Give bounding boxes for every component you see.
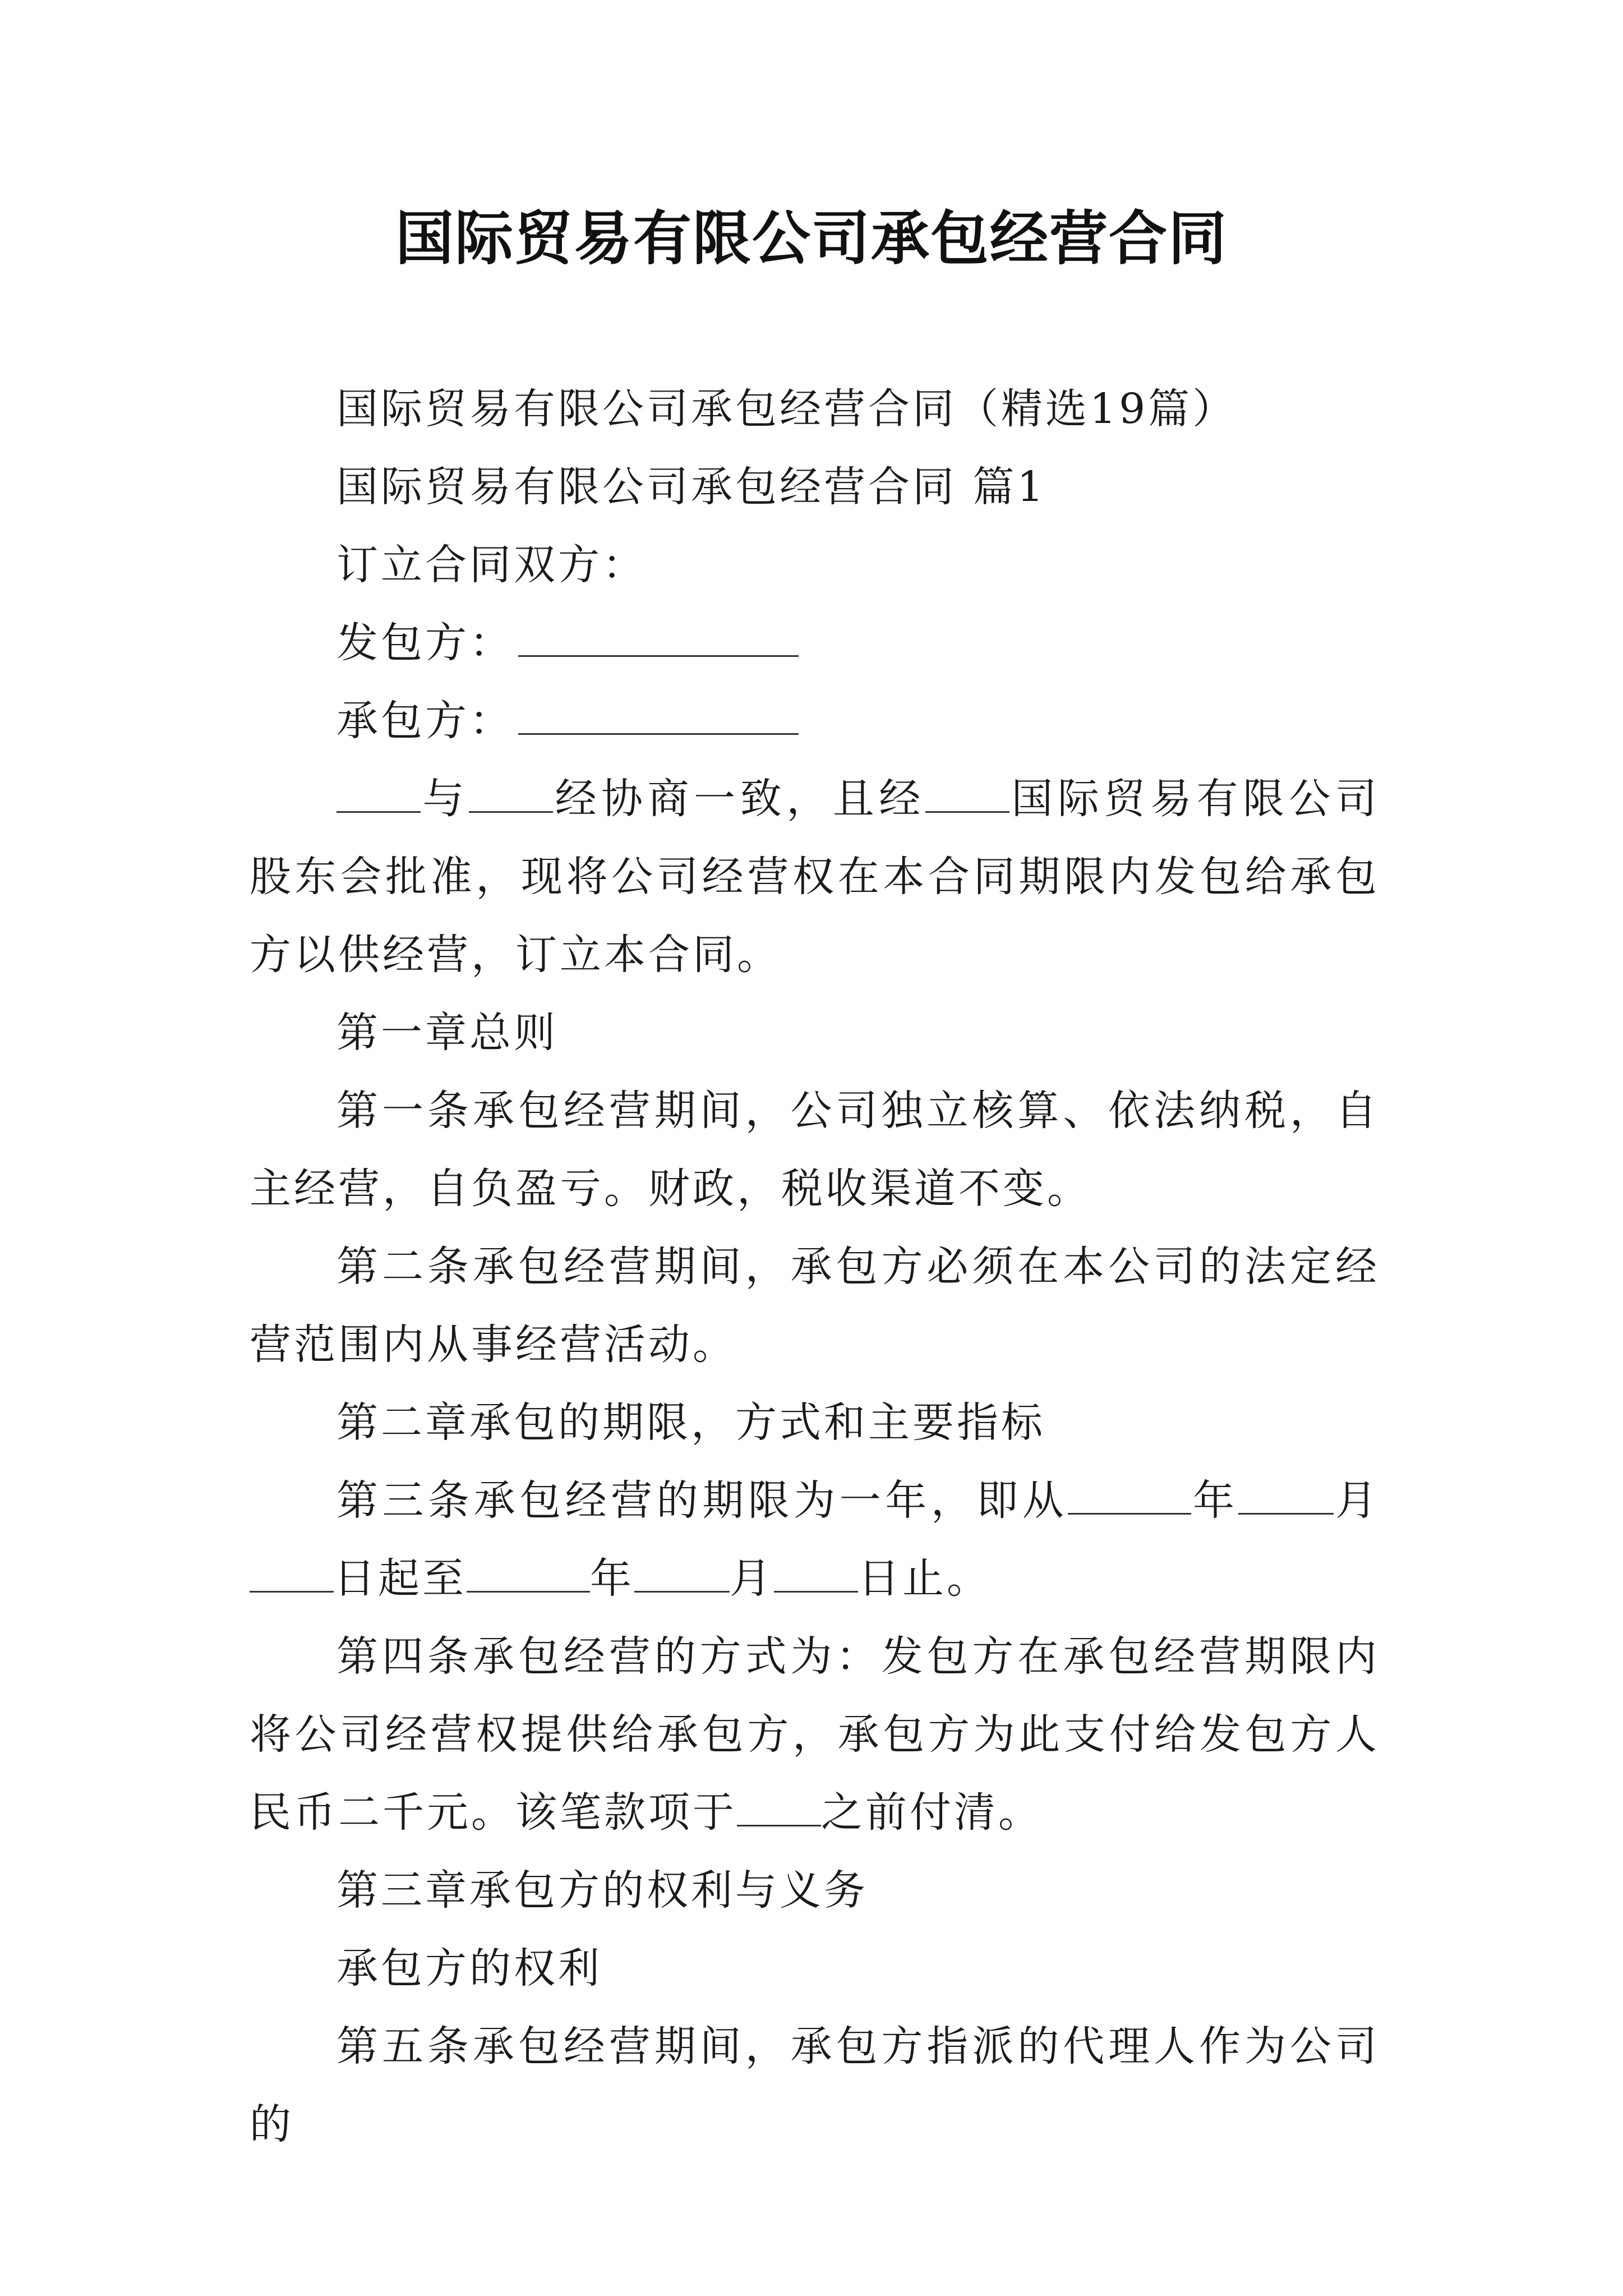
- blank: [250, 1552, 334, 1593]
- chapter-1-heading: 第一章总则: [336, 1009, 558, 1057]
- article-3-text: 第三条承包经营的期限为一年，即从: [336, 1476, 1068, 1525]
- document-title: 国际贸易有限公司承包经营合同: [395, 204, 1228, 273]
- blank: [469, 772, 553, 813]
- chapter-2-heading: 第二章承包的期限，方式和主要指标: [336, 1398, 1045, 1447]
- day-to-label: 日止。: [858, 1554, 991, 1603]
- blank: [467, 1552, 590, 1593]
- article-4-text-end: 之前付清。: [821, 1788, 1043, 1837]
- document-subtitle: 国际贸易有限公司承包经营合同（精选19篇）: [336, 385, 1237, 433]
- article-1: 第一条承包经营期间，公司独立核算、依法纳税，自主经营，自负盈亏。财政，税收渠道不变。: [250, 1087, 1380, 1213]
- contractor-blank: [518, 694, 799, 735]
- contractor-line: [250, 682, 1380, 760]
- article-5: 第五条承包经营期间，承包方指派的代理人作为公司的: [250, 2022, 1380, 2148]
- blank: [925, 772, 1009, 813]
- blank: [1068, 1474, 1191, 1515]
- blank: [336, 772, 421, 813]
- section-heading: 国际贸易有限公司承包经营合同 篇1: [336, 463, 1046, 511]
- intro-text-1: 与: [421, 775, 469, 823]
- rights-heading: 承包方的权利: [336, 1944, 602, 1993]
- year-label: 年: [590, 1554, 634, 1603]
- article-3: [250, 1462, 1380, 1618]
- intro-text-2: 经协商一致，且经: [553, 775, 925, 823]
- blank: [737, 1786, 821, 1826]
- employer-label: 发包方：: [336, 619, 514, 667]
- month-label: 月: [730, 1554, 774, 1603]
- intro-text-3: 国际贸易有限公司股东会批准，现将公司经营权在本合同期限内发包给承包方以供经营，订立本合同。: [250, 775, 1380, 979]
- article-2: 第二条承包经营期间，承包方必须在本公司的法定经营范围内从事经营活动。: [250, 1243, 1380, 1369]
- intro-paragraph: [250, 760, 1380, 994]
- document-body: [250, 370, 1380, 2164]
- article-4: [250, 1618, 1380, 1852]
- day-from-label: 日起至: [334, 1554, 467, 1603]
- blank: [1238, 1474, 1334, 1515]
- parties-heading: 订立合同双方：: [336, 541, 647, 589]
- year-label: 年: [1191, 1476, 1239, 1525]
- article-4-text: 第四条承包经营的方式为：发包方在承包经营期限内将公司经营权提供给承包方，承包方为此支付给发包方人民币二千元。该笔款项于: [250, 1632, 1380, 1837]
- month-label: 月: [1334, 1476, 1380, 1525]
- employer-blank: [518, 616, 799, 657]
- contractor-label: 承包方：: [336, 697, 514, 745]
- employer-line: [250, 604, 1380, 682]
- blank: [774, 1552, 858, 1593]
- blank: [634, 1552, 730, 1593]
- chapter-3-heading: 第三章承包方的权利与义务: [336, 1866, 868, 1915]
